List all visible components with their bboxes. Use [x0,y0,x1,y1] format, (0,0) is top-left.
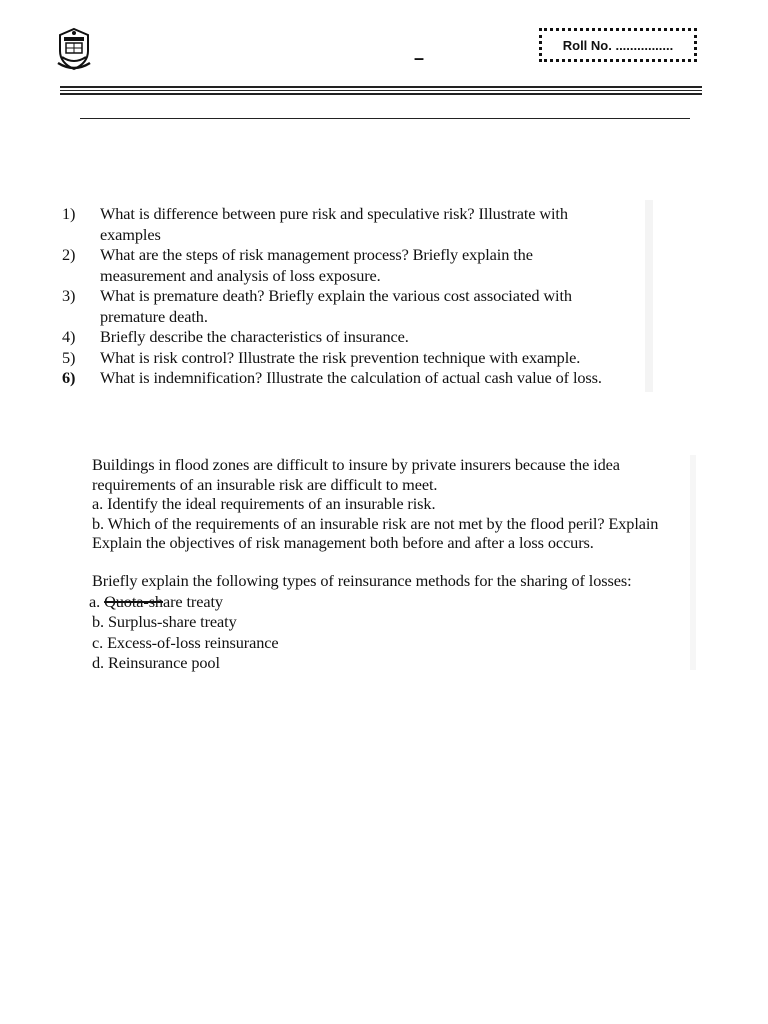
question-text [100,348,652,369]
reinsurance-item-b: b. Surplus-share treaty [92,612,237,631]
header-rule-3 [60,93,702,95]
question-item [62,286,652,327]
reinsurance-item-d: d. Reinsurance pool [92,653,220,672]
question-line: Briefly describe the characteristics of insurance. [100,327,409,346]
header-dash: – [414,48,425,68]
question-list-part1 [62,204,652,389]
crest-icon [54,27,94,71]
question-line: What is difference between pure risk and speculative risk? Illustrate with [100,204,568,223]
question-line: What are the steps of risk management process? Briefly explain the [100,245,533,264]
question-line: examples [100,224,161,244]
question-number: 4) [62,327,76,346]
question-block-insurable-risk [92,455,697,553]
roll-number-box [539,28,697,62]
question-item [62,327,652,348]
question-number: 6) [62,368,76,387]
item-prefix: a. [89,591,105,611]
question-line: a. Identify the ideal requirements of an insurable risk. [92,494,436,513]
reinsurance-item-a [89,592,697,613]
roll-number-label: Roll No. ................ [562,37,674,53]
question-intro: Briefly explain the following types of reinsurance methods for the sharing of losses: [92,571,632,590]
question-block-reinsurance [89,571,697,674]
question-item [62,368,652,389]
question-number: 2) [62,245,76,264]
question-line: requirements of an insurable risk are difficult to meet. [92,474,438,494]
question-line: What is premature death? Briefly explain the various cost associated with [100,286,572,305]
struck-text: Quota-sh [104,591,163,611]
question-number: 3) [62,286,76,305]
question-line: measurement and analysis of loss exposure. [100,265,381,285]
university-logo [54,27,94,71]
question-number: 5) [62,347,76,367]
question-line: premature death. [100,306,208,326]
question-text [100,204,652,245]
question-line: Buildings in flood zones are difficult to insure by private insurers because the idea [92,455,620,474]
question-item [62,204,652,245]
reinsurance-item-c: c. Excess-of-loss reinsurance [92,632,279,652]
question-text [100,368,652,389]
item-text: are treaty [162,591,223,611]
question-item [62,348,652,369]
question-item [62,245,652,286]
question-text [100,327,652,348]
header-rule-1 [60,86,702,88]
question-line: Explain the objectives of risk management both before and after a loss occurs. [92,533,594,552]
header-rule-2 [60,90,702,91]
title-rule [80,118,690,119]
question-line: What is risk control? Illustrate the risk prevention technique with example. [100,347,581,367]
question-line: b. Which of the requirements of an insurable risk are not met by the flood peril? Explain [92,513,659,533]
question-number: 1) [62,204,76,223]
question-text [100,286,652,327]
question-line: What is indemnification? Illustrate the calculation of actual cash value of loss. [100,368,602,387]
question-text [100,245,652,286]
